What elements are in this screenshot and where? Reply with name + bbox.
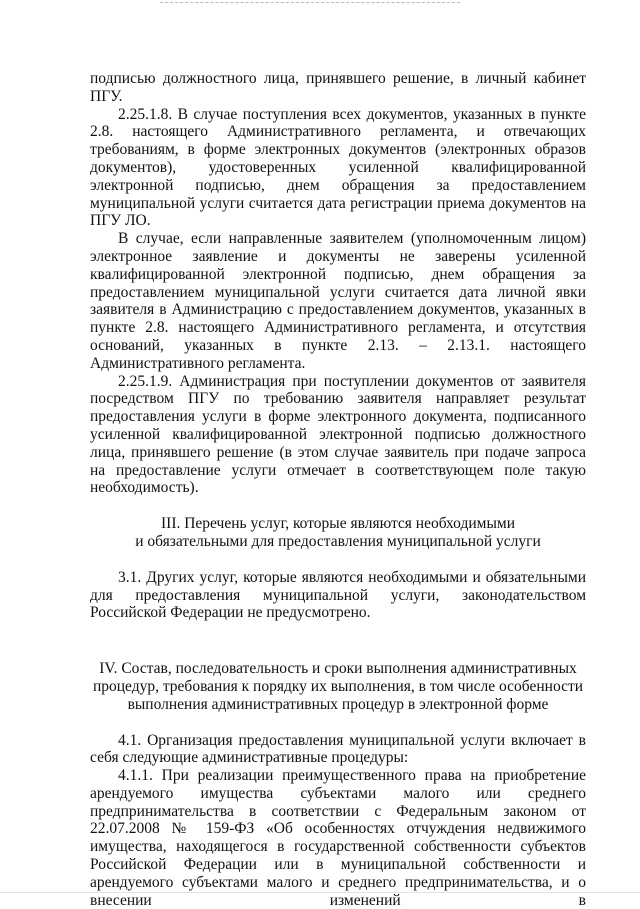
paragraph-2-25-1-8: 2.25.1.8. В случае поступления всех документов, указанных в пункте 2.8. настоящего Административного регламента, и отвечающих требованиям, в форме электронных документов (электронных образов документов), удостоверенных усиленной квалифицированной электронной подписью, днем обращения за предоставлением муниципальной услуги считается дата регистрации приема документов на ПГУ ЛО. [90,105,586,230]
section-3-heading [90,515,586,551]
paragraph-3-1: 3.1. Других услуг, которые являются необходимыми и обязательными для предоставления муниципальной услуги, законодательством Российской Федерации не предусмотрено. [90,568,586,622]
document-page [90,70,586,909]
paragraph-4-1: 4.1. Организация предоставления муниципальной услуги включает в себя следующие административные процедуры: [90,731,586,767]
scan-top-edge [160,2,460,4]
paragraph-4-1-1: 4.1.1. При реализации преимущественного права на приобретение арендуемого имущества субъектами малого или среднего предпринимательства в соответствии с Федеральным законом от 22.07.2008 № 159-ФЗ «Об особенностях отчуждения недвижимого имущества, находящегося в государственной собственности субъектов Российской Федерации или в муниципальной собственности и арендуемого субъектами малого и среднего предпринимательства, и о внесении изменений в [90,767,586,909]
paragraph-2-25-1-9: 2.25.1.9. Администрация при поступлении документов от заявителя посредством ПГУ по требованию заявителя направляет результат предоставления услуги в форме электронного документа, подписанного усиленной квалифицированной электронной подписью должностного лица, принявшего решение (в этом случае заявитель при подаче запроса на предоставление услуги отмечает в соответствующем поле такую необходимость). [90,372,586,497]
section-4-heading-line-1: IV. Состав, последовательность и сроки выполнения административных [99,660,577,678]
scan-bottom-edge [0,892,640,894]
paragraph-continuation: подписью должностного лица, принявшего решение, в личный кабинет ПГУ. [90,70,586,105]
section-3-heading-line-1: III. Перечень услуг, которые являются необходимыми [161,515,515,533]
section-3-heading-line-2: и обязательными для предоставления муниципальной услуги [135,532,541,550]
section-4-heading-line-2: процедур, требования к порядку их выполнения, в том числе особенности [92,677,584,695]
section-4-heading [90,660,586,713]
section-4-heading-line-3: выполнения административных процедур в электронной форме [127,695,549,713]
paragraph-unsigned-documents: В случае, если направленные заявителем (уполномоченным лицом) электронное заявление и документы не заверены усиленной квалифицированной электронной подписью, днем обращения за предоставлением муниципальной услуги считается дата личной явки заявителя в Администрацию с предоставлением документов, указанных в пункте 2.8. настоящего Административного регламента, и отсутствия оснований, указанных в пункте 2.13. – 2.13.1. настоящего Административного регламента. [90,230,586,372]
